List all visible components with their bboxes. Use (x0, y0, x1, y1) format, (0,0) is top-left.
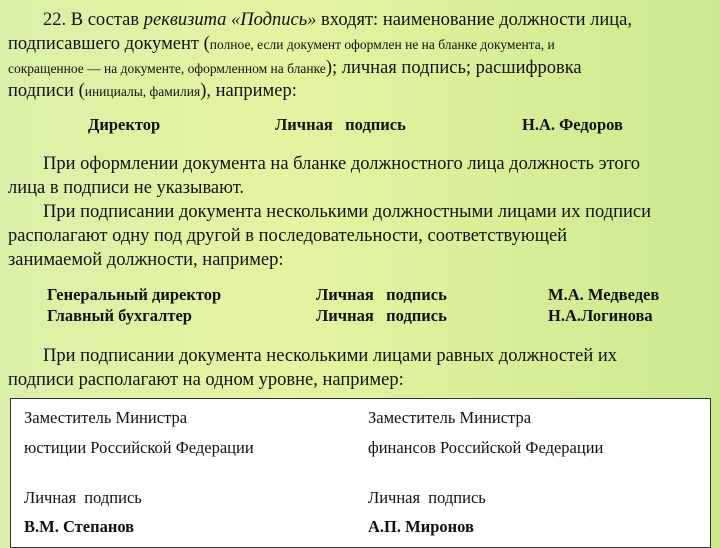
item-number: 22 (43, 10, 62, 30)
para3-line-2: располагают одну под другой в последовательности, соответствующей (8, 226, 568, 246)
example1-position: Директор (88, 115, 161, 134)
intro-line-2-main: подписавшего документ ( (8, 34, 210, 54)
example2-position-2: Главный бухгалтер (47, 306, 192, 325)
right-title-2: финансов Российской Федерации (368, 438, 604, 457)
equal-signatures-table (10, 398, 711, 548)
example2-name-2: Н.А.Логинова (548, 306, 653, 325)
example1-signature: Личная подпись (275, 115, 406, 134)
intro-line-4-end: ), например: (200, 81, 297, 101)
para4-line-2: подписи располагают на одном уровне, например: (8, 370, 404, 390)
right-name: А.П. Миронов (368, 517, 474, 536)
example2-name-1: М.А. Медведев (548, 285, 660, 304)
para3-line-1: При подписании документа несколькими должностными лицами их подписи (43, 202, 652, 222)
intro-line-4-small: инициалы, фамилия (84, 84, 201, 99)
intro-line-2-small: полное, если документ оформлен не на бланке документа, и (209, 37, 555, 52)
intro-line-4-main: подписи ( (8, 81, 85, 101)
left-title-1: Заместитель Министра (24, 408, 188, 427)
intro-line-2 (8, 33, 555, 56)
left-title-2: юстиции Российской Федерации (24, 438, 254, 457)
para2-line-2: лица в подписи не указывают. (8, 178, 245, 198)
requisite-term: реквизита «Подпись» (143, 10, 317, 30)
para2-line-1: При оформлении документа на бланке должностного лица должность этого (43, 154, 640, 174)
example2-signature-2: Личная подпись (316, 306, 447, 325)
intro-text-b: входят: наименование должности лица, (316, 10, 632, 30)
intro-line-3 (8, 57, 582, 80)
intro-line-3-main: ); личная подпись; расшифровка (325, 58, 582, 78)
right-signature: Личная подпись (368, 488, 486, 507)
example2-signature-1: Личная подпись (316, 285, 447, 304)
left-signature: Личная подпись (24, 488, 142, 507)
example1-name: Н.А. Федоров (522, 115, 623, 134)
example2-position-1: Генеральный директор (47, 285, 222, 304)
left-name: В.М. Степанов (24, 517, 135, 536)
intro-line-1 (43, 9, 632, 31)
intro-line-3-small: сокращенное — на документе, оформленном на бланке (8, 61, 326, 76)
intro-line-4 (8, 80, 297, 103)
para3-line-3: занимаемой должности, например: (8, 250, 284, 270)
para4-line-1: При подписании документа несколькими лицами равных должностей их (43, 346, 618, 366)
intro-text-a: . В состав (61, 10, 144, 30)
right-title-1: Заместитель Министра (368, 408, 532, 427)
